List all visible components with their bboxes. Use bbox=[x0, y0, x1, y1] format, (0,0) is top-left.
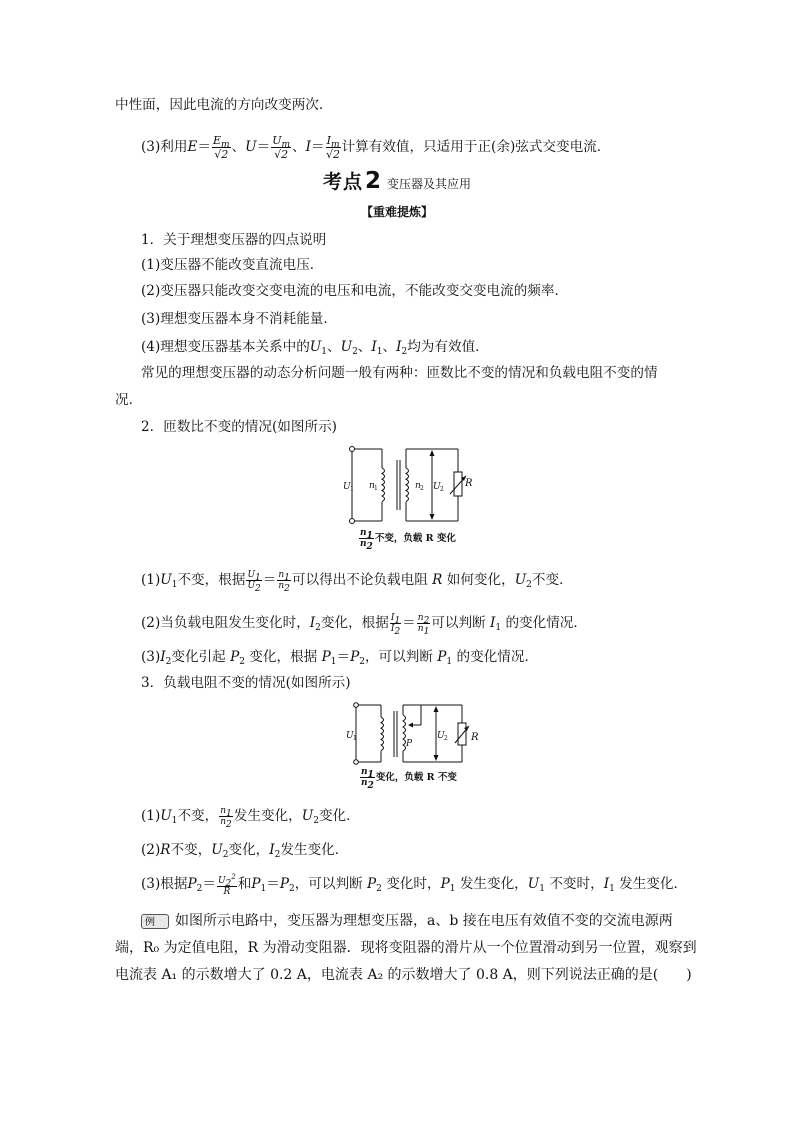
svg-text:2: 2 bbox=[444, 735, 448, 742]
p1-item-2: (2)变压器只能改变交变电流的电压和电流，不能改变交变电流的频率． bbox=[141, 283, 569, 299]
example-line-2: 端，R₀ 为定值电阻，R 为滑动变阻器．现将变阻器的滑片从一个位置滑动到另一位置，观察到 bbox=[115, 940, 697, 956]
fraction: $\frac{I_m}{√2}$ bbox=[326, 134, 341, 161]
transformer-diagram-1 bbox=[344, 444, 464, 526]
section-title: 考点2 变压器及其应用 bbox=[322, 168, 472, 194]
fraction: $\frac{n_2}{n_1}$ bbox=[417, 613, 430, 637]
p2-item-2: (2)当负载电阻发生变化时，$I_2$变化，根据 $\frac{I_1}{I_2}$ ＝ $\frac{n_2}{n_1}$ 可以判断 $I_1$ 的变化情况． bbox=[141, 613, 587, 637]
focus-heading: 【重难提炼】 bbox=[360, 205, 433, 219]
intro-line-1: 中性面，因此电流的方向改变两次． bbox=[115, 97, 333, 113]
svg-text:U: U bbox=[433, 482, 441, 492]
p3-item-1: $(1)U_1$不变， $\frac{n_1}{n_2}$ 发生变化，$U_2$变化． bbox=[141, 806, 360, 830]
fraction: $\frac{U_1}{U_2}$ bbox=[247, 570, 261, 594]
svg-text:1: 1 bbox=[350, 486, 354, 493]
svg-text:R: R bbox=[465, 478, 473, 489]
fraction: $\frac{n_1}{n_2}$ bbox=[220, 806, 232, 830]
svg-text:1: 1 bbox=[353, 735, 357, 742]
p1-paragraph-end: 况． bbox=[115, 392, 143, 408]
p2-item-1: $(1)U_1$不变，根据 $\frac{U_1}{U_2}$ ＝ $\frac{n_1}{n_2}$ 可以得出不论负载电阻 R 如何变化，$U_2$不变． bbox=[141, 570, 573, 594]
p2-heading: 2．匝数比不变的情况(如图所示) bbox=[141, 419, 337, 435]
p1-item-1: (1)变压器不能改变直流电压． bbox=[141, 257, 324, 273]
svg-text:1: 1 bbox=[374, 485, 378, 492]
p3-item-3: (3)根据$P_2=$ $\frac{U_2^2}{R}$ 和$P_1=P_2$，可以判断 $P_2$ 变化时，$P_1$ 发生变化，$U_1$ 不变时，$I_1$ 发生变化． bbox=[141, 873, 688, 897]
example-badge: 例 bbox=[141, 914, 169, 929]
intro-formula-line: (3)利用E＝ $\frac{E_m}{√2}$ 、U＝ $\frac{U_m}{√2}$ 、I＝ $\frac{I_m}{√2}$ 计算有效值，只适用于正(余)弦式交变电流． bbox=[141, 134, 611, 161]
figure-caption-1: $\frac{n_1}{n_2}$ 不变，负载 R 变化 bbox=[360, 528, 456, 552]
svg-text:2: 2 bbox=[420, 485, 424, 492]
p3-item-2: (2)R不变，$U_2$变化，$I_2$发生变化． bbox=[141, 842, 349, 860]
fraction: $\frac{U_2^2}{R}$ bbox=[217, 873, 236, 897]
p3-heading: 3．负载电阻不变的情况(如图所示) bbox=[141, 675, 351, 691]
p1-item-4: (4)理想变压器基本关系中的$U_1$、$U_2$、$I_1$、$I_2$均为有效值． bbox=[141, 339, 489, 357]
p2-item-3: $(3)I_2$变化引起 $P_2$ 变化，根据 $P_1=P_2$，可以判断 $P_1$ 的变化情况． bbox=[141, 649, 539, 667]
fraction: $\frac{E_m}{√2}$ bbox=[212, 134, 230, 161]
svg-text:2: 2 bbox=[440, 486, 444, 493]
figure-caption-2: $\frac{n_1}{n_2}$ 变化，负载 R 不变 bbox=[361, 767, 457, 791]
fraction: $\frac{I_1}{I_2}$ bbox=[390, 613, 401, 637]
fraction: $\frac{U_m}{√2}$ bbox=[272, 134, 291, 161]
transformer-diagram-2 bbox=[348, 701, 470, 767]
fraction: $\frac{n_1}{n_2}$ bbox=[278, 570, 290, 594]
svg-text:R: R bbox=[471, 732, 479, 743]
svg-text:n: n bbox=[369, 481, 375, 491]
resistor-label-1 bbox=[464, 475, 478, 489]
svg-text:U: U bbox=[437, 731, 445, 741]
p1-heading: 1．关于理想变压器的四点说明 bbox=[141, 232, 327, 248]
p1-item-3: (3)理想变压器本身不消耗能量． bbox=[141, 311, 337, 327]
p1-paragraph: 常见的理想变压器的动态分析问题一般有两种：匝数比不变的情况和负载电阻不变的情 bbox=[141, 365, 658, 381]
svg-text:P: P bbox=[406, 739, 413, 749]
svg-text:U: U bbox=[343, 482, 351, 492]
example-line-1: 例 如图所示电路中，变压器为理想变压器，a、b 接在电压有效值不变的交流电源两 bbox=[141, 912, 673, 930]
example-line-3: 电流表 A₁ 的示数增大了 0.2 A，电流表 A₂ 的示数增大了 0.8 A，则下列说法正确的是( ) bbox=[115, 967, 692, 983]
svg-text:n: n bbox=[415, 481, 421, 491]
resistor-label-2 bbox=[470, 729, 484, 743]
svg-text:U: U bbox=[346, 731, 354, 741]
